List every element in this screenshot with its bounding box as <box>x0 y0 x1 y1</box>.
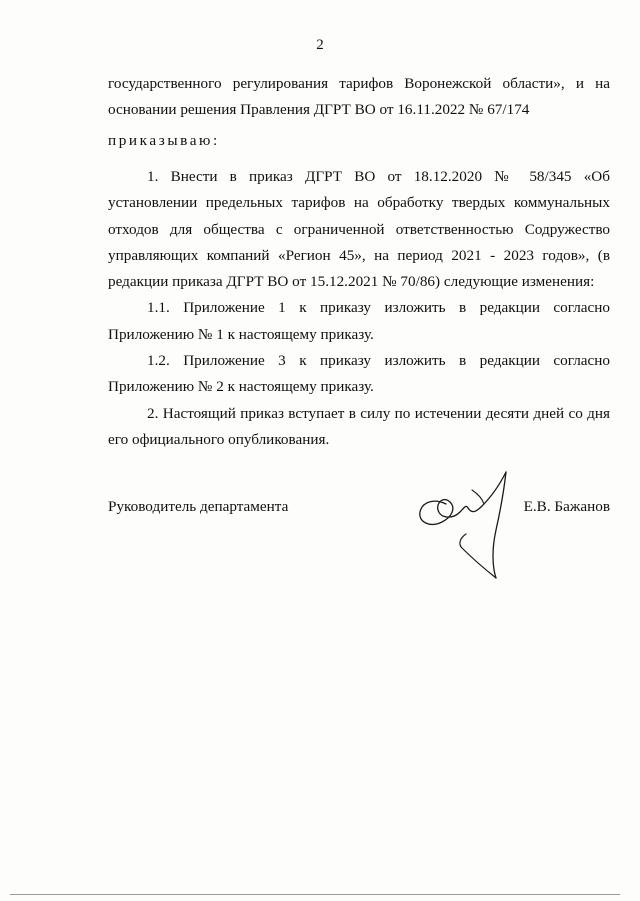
order-item-1: 1. Внести в приказ ДГРТ ВО от 18.12.2020 № 58/345 «Об установлении предельных тарифов на обработку твердых коммунальных отходов для общества с ограниченной ответственностью Содружество управляющих компаний «Регион 45», на период 2021 - 2023 годов», (в редакции приказа ДГРТ ВО от 15.12.2021 № 70/86) следующие изменения: <box>108 168 610 291</box>
signatory-name: Е.В. Бажанов <box>523 498 610 515</box>
order-item-1-2: 1.2. Приложение 3 к приказу изложить в редакции согласно Приложению № 2 к настоящему приказу. <box>108 352 610 396</box>
order-item-2: 2. Настоящий приказ вступает в силу по истечении десяти дней со дня его официального опубликования. <box>108 404 610 448</box>
handwritten-signature <box>416 468 516 580</box>
page-number: 2 <box>316 37 324 53</box>
order-word-block <box>108 128 610 154</box>
order-word: приказываю: <box>108 132 220 149</box>
signatory-position: Руководитель департамента <box>108 498 289 515</box>
intro-paragraph: государственного регулирования тарифов Воронежской области», и на основании решения Правления ДГРТ ВО от 16.11.2022 № 67/174 <box>108 75 610 119</box>
order-item-1-1: 1.1. Приложение 1 к приказу изложить в редакции согласно Приложению № 1 к настоящему приказу. <box>108 299 610 343</box>
page-bottom-edge <box>10 894 620 895</box>
intro-block <box>108 71 610 124</box>
order-items <box>108 164 610 453</box>
